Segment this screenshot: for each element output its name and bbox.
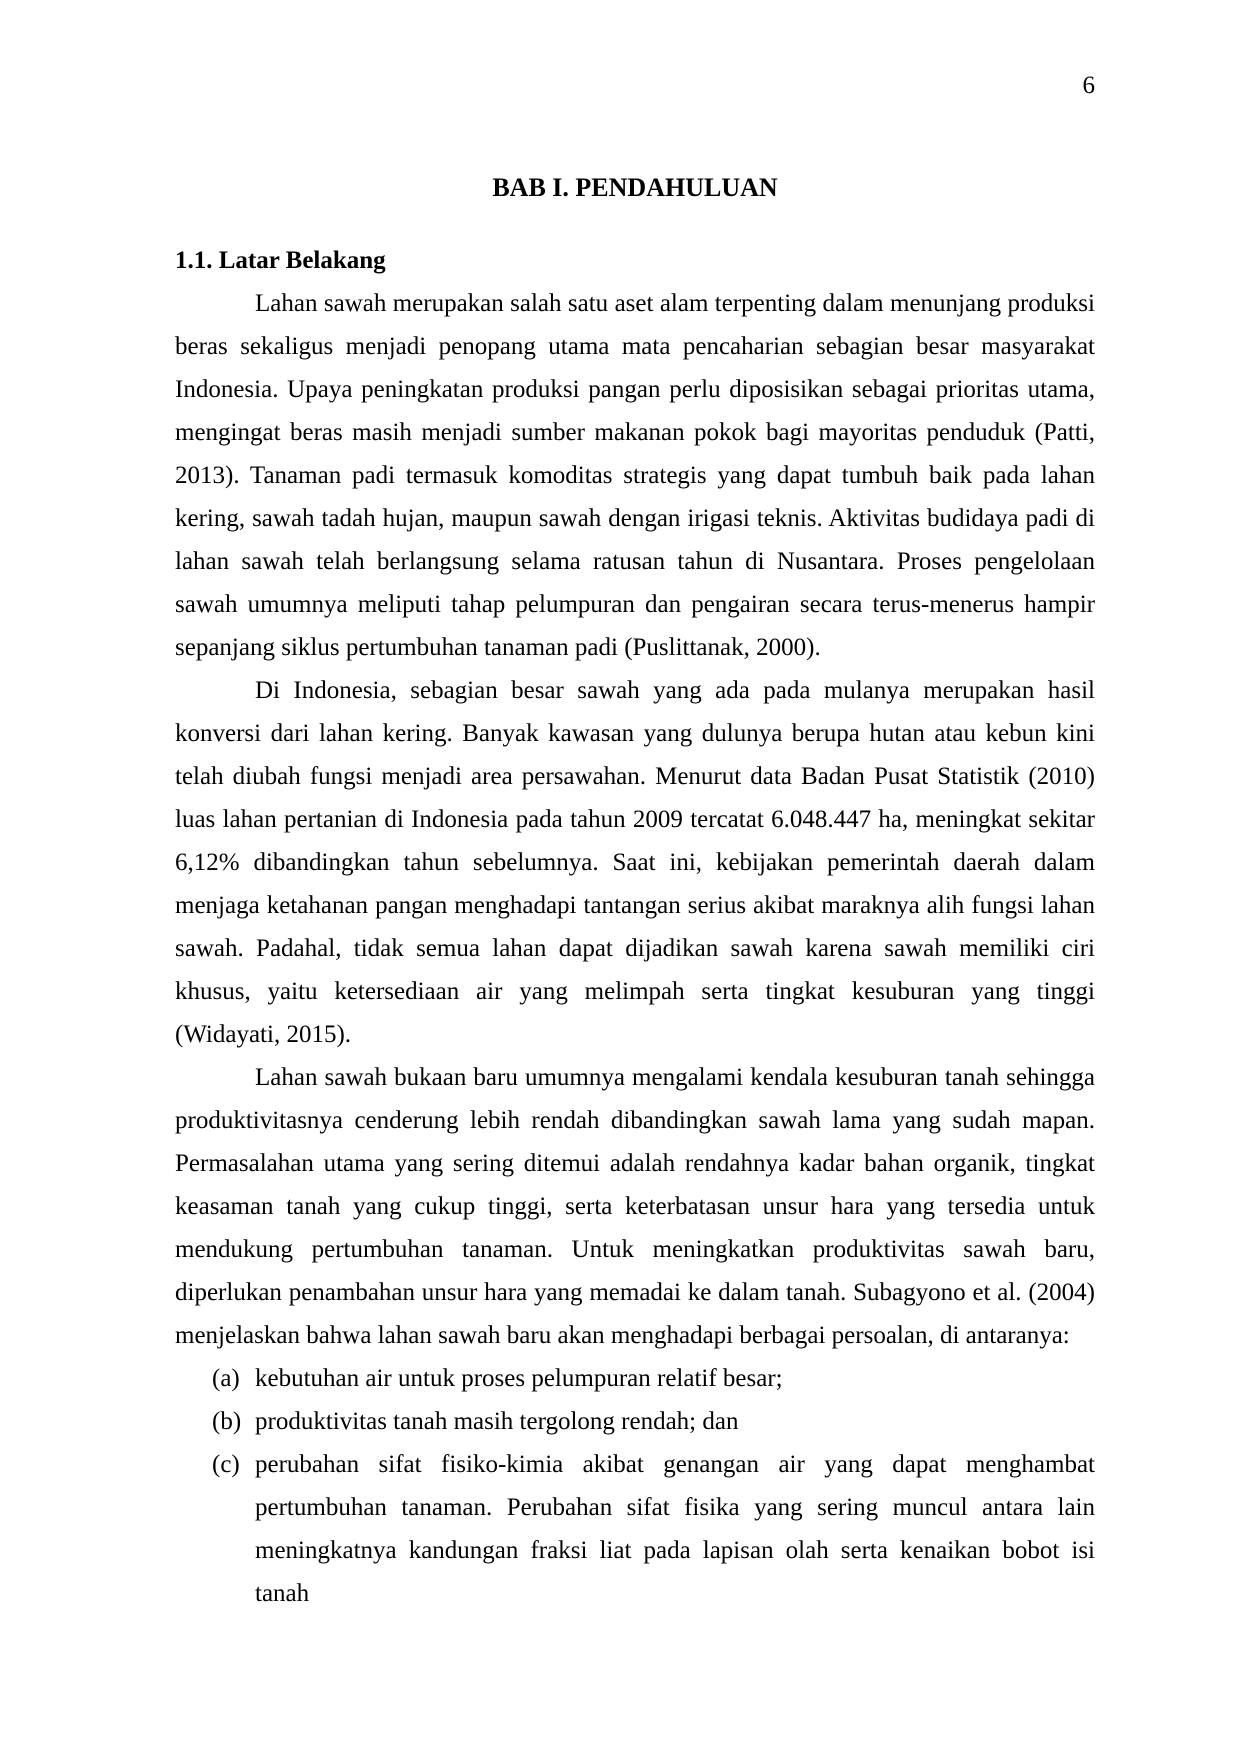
page-content xyxy=(175,0,1095,1615)
list-item-marker: (b) xyxy=(212,1408,242,1435)
list-item xyxy=(175,1400,1095,1443)
section-heading: 1.1. Latar Belakang xyxy=(175,247,386,274)
paragraph: Lahan sawah bukaan baru umumnya mengalami kendala kesuburan tanah sehingga produktivitasnya cenderung lebih rendah dibandingkan sawah lama yang sudah mapan. Permasalahan utama yang sering ditemui adalah rendahnya kadar bahan organik, tingkat keasaman tanah yang cukup tinggi, serta keterbatasan unsur hara yang tersedia untuk mendukung pertumbuhan tanaman. Untuk meningkatkan produktivitas sawah baru, diperlukan penambahan unsur hara yang memadai ke dalam tanah. Subagyono et al. (2004) menjelaskan bahwa lahan sawah baru akan menghadapi berbagai persoalan, di antaranya: xyxy=(175,1064,1095,1349)
paragraph: Lahan sawah merupakan salah satu aset alam terpenting dalam menunjang produksi beras sekaligus menjadi penopang utama mata pencaharian sebagian besar masyarakat Indonesia. Upaya peningkatan produksi pangan perlu diposisikan sebagai prioritas utama, mengingat beras masih menjadi sumber makanan pokok bagi mayoritas penduduk (Patti, 2013). Tanaman padi termasuk komoditas strategis yang dapat tumbuh baik pada lahan kering, sawah tadah hujan, maupun sawah dengan irigasi teknis. Aktivitas budidaya padi di lahan sawah telah berlangsung selama ratusan tahun di Nusantara. Proses pengelolaan sawah umumnya meliputi tahap pelumpuran dan pengairan secara terus-menerus hampir sepanjang siklus pertumbuhan tanaman padi (Puslittanak, 2000). xyxy=(175,290,1095,661)
list-item xyxy=(175,1443,1095,1615)
list-item-text: kebutuhan air untuk proses pelumpuran relatif besar; xyxy=(255,1365,783,1392)
paragraph: Di Indonesia, sebagian besar sawah yang ada pada mulanya merupakan hasil konversi dari lahan kering. Banyak kawasan yang dulunya berupa hutan atau kebun kini telah diubah fungsi menjadi area persawahan. Menurut data Badan Pusat Statistik (2010) luas lahan pertanian di Indonesia pada tahun 2009 tercatat 6.048.447 ha, meningkat sekitar 6,12% dibandingkan tahun sebelumnya. Saat ini, kebijakan pemerintah daerah dalam menjaga ketahanan pangan menghadapi tantangan serius akibat maraknya alih fungsi lahan sawah. Padahal, tidak semua lahan dapat dijadikan sawah karena sawah memiliki ciri khusus, yaitu ketersediaan air yang melimpah serta tingkat kesuburan yang tinggi (Widayati, 2015). xyxy=(175,677,1095,1048)
list-item-text: produktivitas tanah masih tergolong rendah; dan xyxy=(255,1408,739,1435)
list-item xyxy=(175,1357,1095,1400)
list-item-marker: (a) xyxy=(212,1365,240,1392)
issue-list xyxy=(175,1357,1095,1615)
list-item-marker: (c) xyxy=(212,1451,240,1478)
chapter-title: BAB I. PENDAHULUAN xyxy=(492,173,778,202)
page-number: 6 xyxy=(1082,72,1095,99)
list-item-text: perubahan sifat fisiko-kimia akibat genangan air yang dapat menghambat pertumbuhan tanaman. Perubahan sifat fisika yang sering muncul antara lain meningkatnya kandungan fraksi liat pada lapisan olah serta kenaikan bobot isi tanah xyxy=(255,1451,1095,1607)
